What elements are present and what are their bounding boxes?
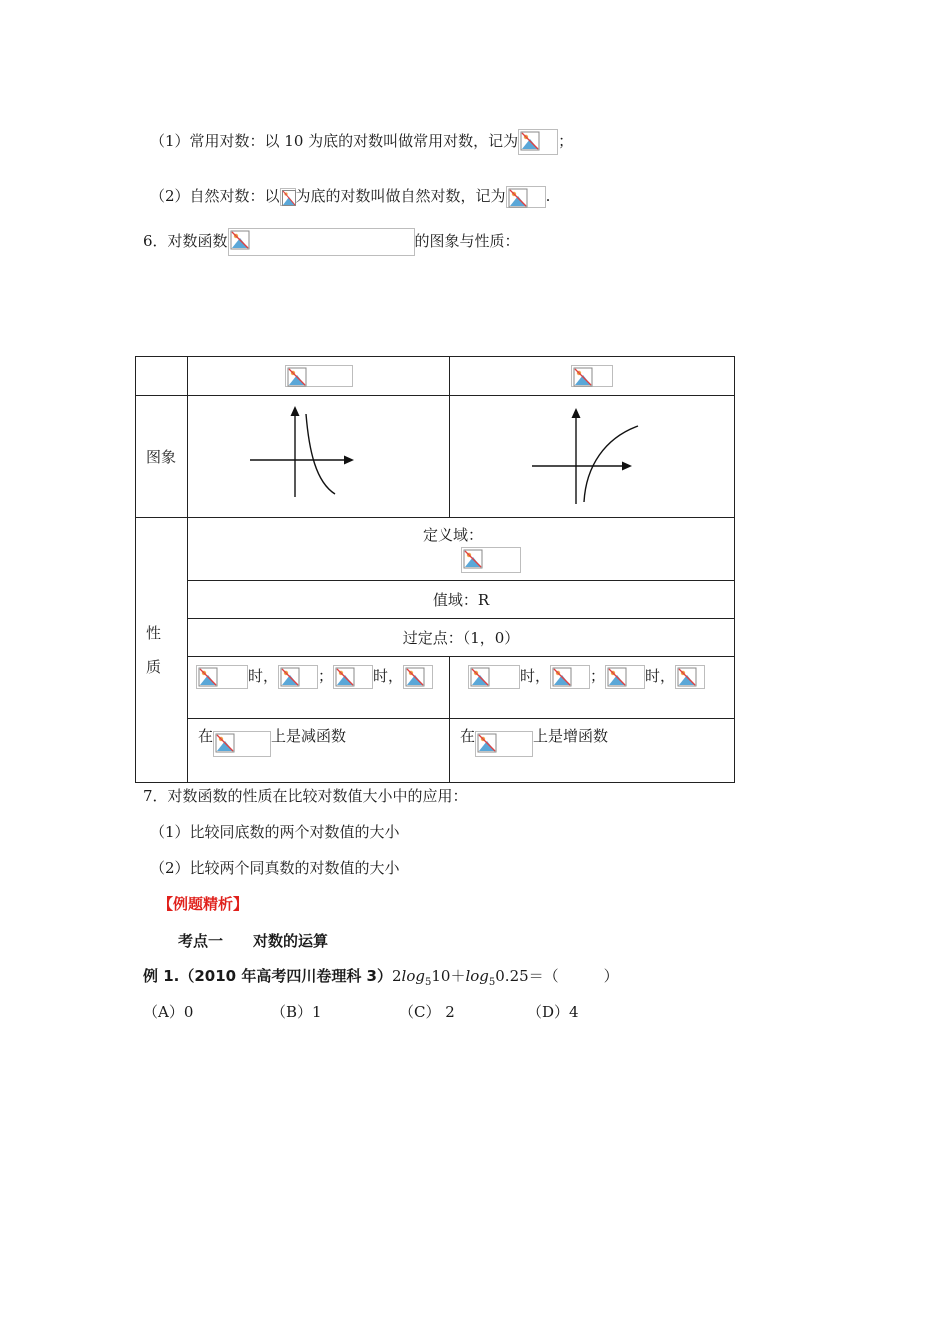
- option-d: （D）4: [527, 1003, 579, 1021]
- examples-section-title: 【例题精析】: [158, 895, 249, 913]
- kaodian-heading: 考点一 对数的运算: [178, 932, 329, 950]
- table-header-row: [136, 357, 735, 396]
- domain-cell: [188, 518, 735, 581]
- props-label-char-2: 质: [146, 658, 162, 676]
- mono-left-post: 上是减函数: [271, 727, 347, 745]
- when-text: 时，: [248, 667, 279, 685]
- example-1-base-a: 5: [424, 977, 432, 988]
- example-1: [143, 966, 619, 993]
- graph-increasing-cell: [450, 396, 735, 518]
- when-text: 时，: [373, 667, 404, 685]
- range-row: [136, 581, 735, 619]
- example-1-options: [143, 1002, 655, 1022]
- example-1-term-b: 10＋: [431, 967, 466, 985]
- natural-log-mid: 为底的对数叫做自然对数，记为: [295, 187, 506, 205]
- broken-image-icon: [213, 731, 271, 757]
- mono-right-post: 上是增函数: [533, 727, 609, 745]
- section-7-title: 7．对数函数的性质在比较对数值大小中的应用：: [143, 787, 468, 805]
- example-1-base-b: 5: [488, 977, 496, 988]
- domain-row: [136, 518, 735, 581]
- table-graph-row: [136, 396, 735, 518]
- section-6-post: 的图象与性质：: [414, 232, 520, 250]
- sign-row: [136, 657, 735, 719]
- domain-label: 定义域：: [422, 526, 483, 544]
- example-1-label: 例 1.（2010 年高考四川卷理科 3）: [143, 967, 392, 985]
- when-text: 时，: [645, 667, 676, 685]
- sign-cell-right: [450, 657, 735, 719]
- broken-image-icon: [605, 665, 645, 689]
- broken-image-icon: [285, 365, 353, 387]
- section-7-item-1: （1）比较同底数的两个对数值的大小: [150, 823, 400, 841]
- broken-image-icon: [228, 228, 415, 256]
- decreasing-log-graph: [188, 396, 450, 517]
- paragraph-common-log: [150, 129, 573, 155]
- broken-image-icon: [461, 547, 521, 573]
- section-6-pre: 6．对数函数: [143, 232, 228, 250]
- broken-image-icon: [571, 365, 613, 387]
- option-a: （A）0: [143, 1003, 194, 1021]
- header-empty-cell: [136, 357, 188, 396]
- graph-decreasing-cell: [188, 396, 450, 518]
- broken-image-icon: [506, 186, 546, 208]
- example-1-log-b: log: [465, 967, 489, 985]
- header-case-right: [450, 357, 735, 396]
- broken-image-icon: [550, 665, 590, 689]
- broken-image-icon: [518, 129, 558, 155]
- broken-image-icon: [468, 665, 520, 689]
- semicolon: ；: [318, 667, 334, 685]
- broken-image-icon: [675, 665, 705, 689]
- broken-image-icon: [280, 188, 296, 206]
- props-row-label: [136, 518, 188, 783]
- broken-image-icon: [278, 665, 318, 689]
- when-text: 时，: [520, 667, 551, 685]
- natural-log-pre: （2）自然对数：以: [150, 187, 280, 205]
- mono-right-pre: 在: [460, 727, 476, 745]
- mono-cell-left: [188, 719, 450, 783]
- broken-image-icon: [333, 665, 373, 689]
- example-1-term-c: 0.25＝（ ）: [495, 967, 619, 985]
- props-label-char-1: 性: [146, 624, 162, 642]
- broken-image-icon: [475, 731, 533, 757]
- option-c: （C） 2: [399, 1003, 455, 1021]
- broken-image-icon: [403, 665, 433, 689]
- range-cell: 值域：R: [188, 581, 735, 619]
- fixed-point-row: [136, 619, 735, 657]
- increasing-log-graph: [450, 396, 735, 517]
- fixed-point-cell: 过定点：（1，0）: [188, 619, 735, 657]
- mono-left-pre: 在: [198, 727, 214, 745]
- semicolon: ；: [590, 667, 606, 685]
- example-1-log-a: log: [401, 967, 425, 985]
- graph-row-label: 图象: [136, 396, 188, 518]
- example-1-coef: 2: [392, 967, 402, 985]
- broken-image-icon: [196, 665, 248, 689]
- option-b: （B）1: [271, 1003, 322, 1021]
- monotonic-row: [136, 719, 735, 783]
- sign-cell-left: [188, 657, 450, 719]
- common-log-end: ；: [558, 132, 574, 150]
- natural-log-end: .: [545, 187, 551, 205]
- paragraph-natural-log: [150, 186, 550, 208]
- section-6-heading: [143, 228, 520, 256]
- header-case-left: [188, 357, 450, 396]
- log-function-properties-table: [135, 356, 735, 783]
- common-log-text: （1）常用对数：以 10 为底的对数叫做常用对数，记为: [150, 132, 519, 150]
- section-7-item-2: （2）比较两个同真数的对数值的大小: [150, 859, 400, 877]
- mono-cell-right: [450, 719, 735, 783]
